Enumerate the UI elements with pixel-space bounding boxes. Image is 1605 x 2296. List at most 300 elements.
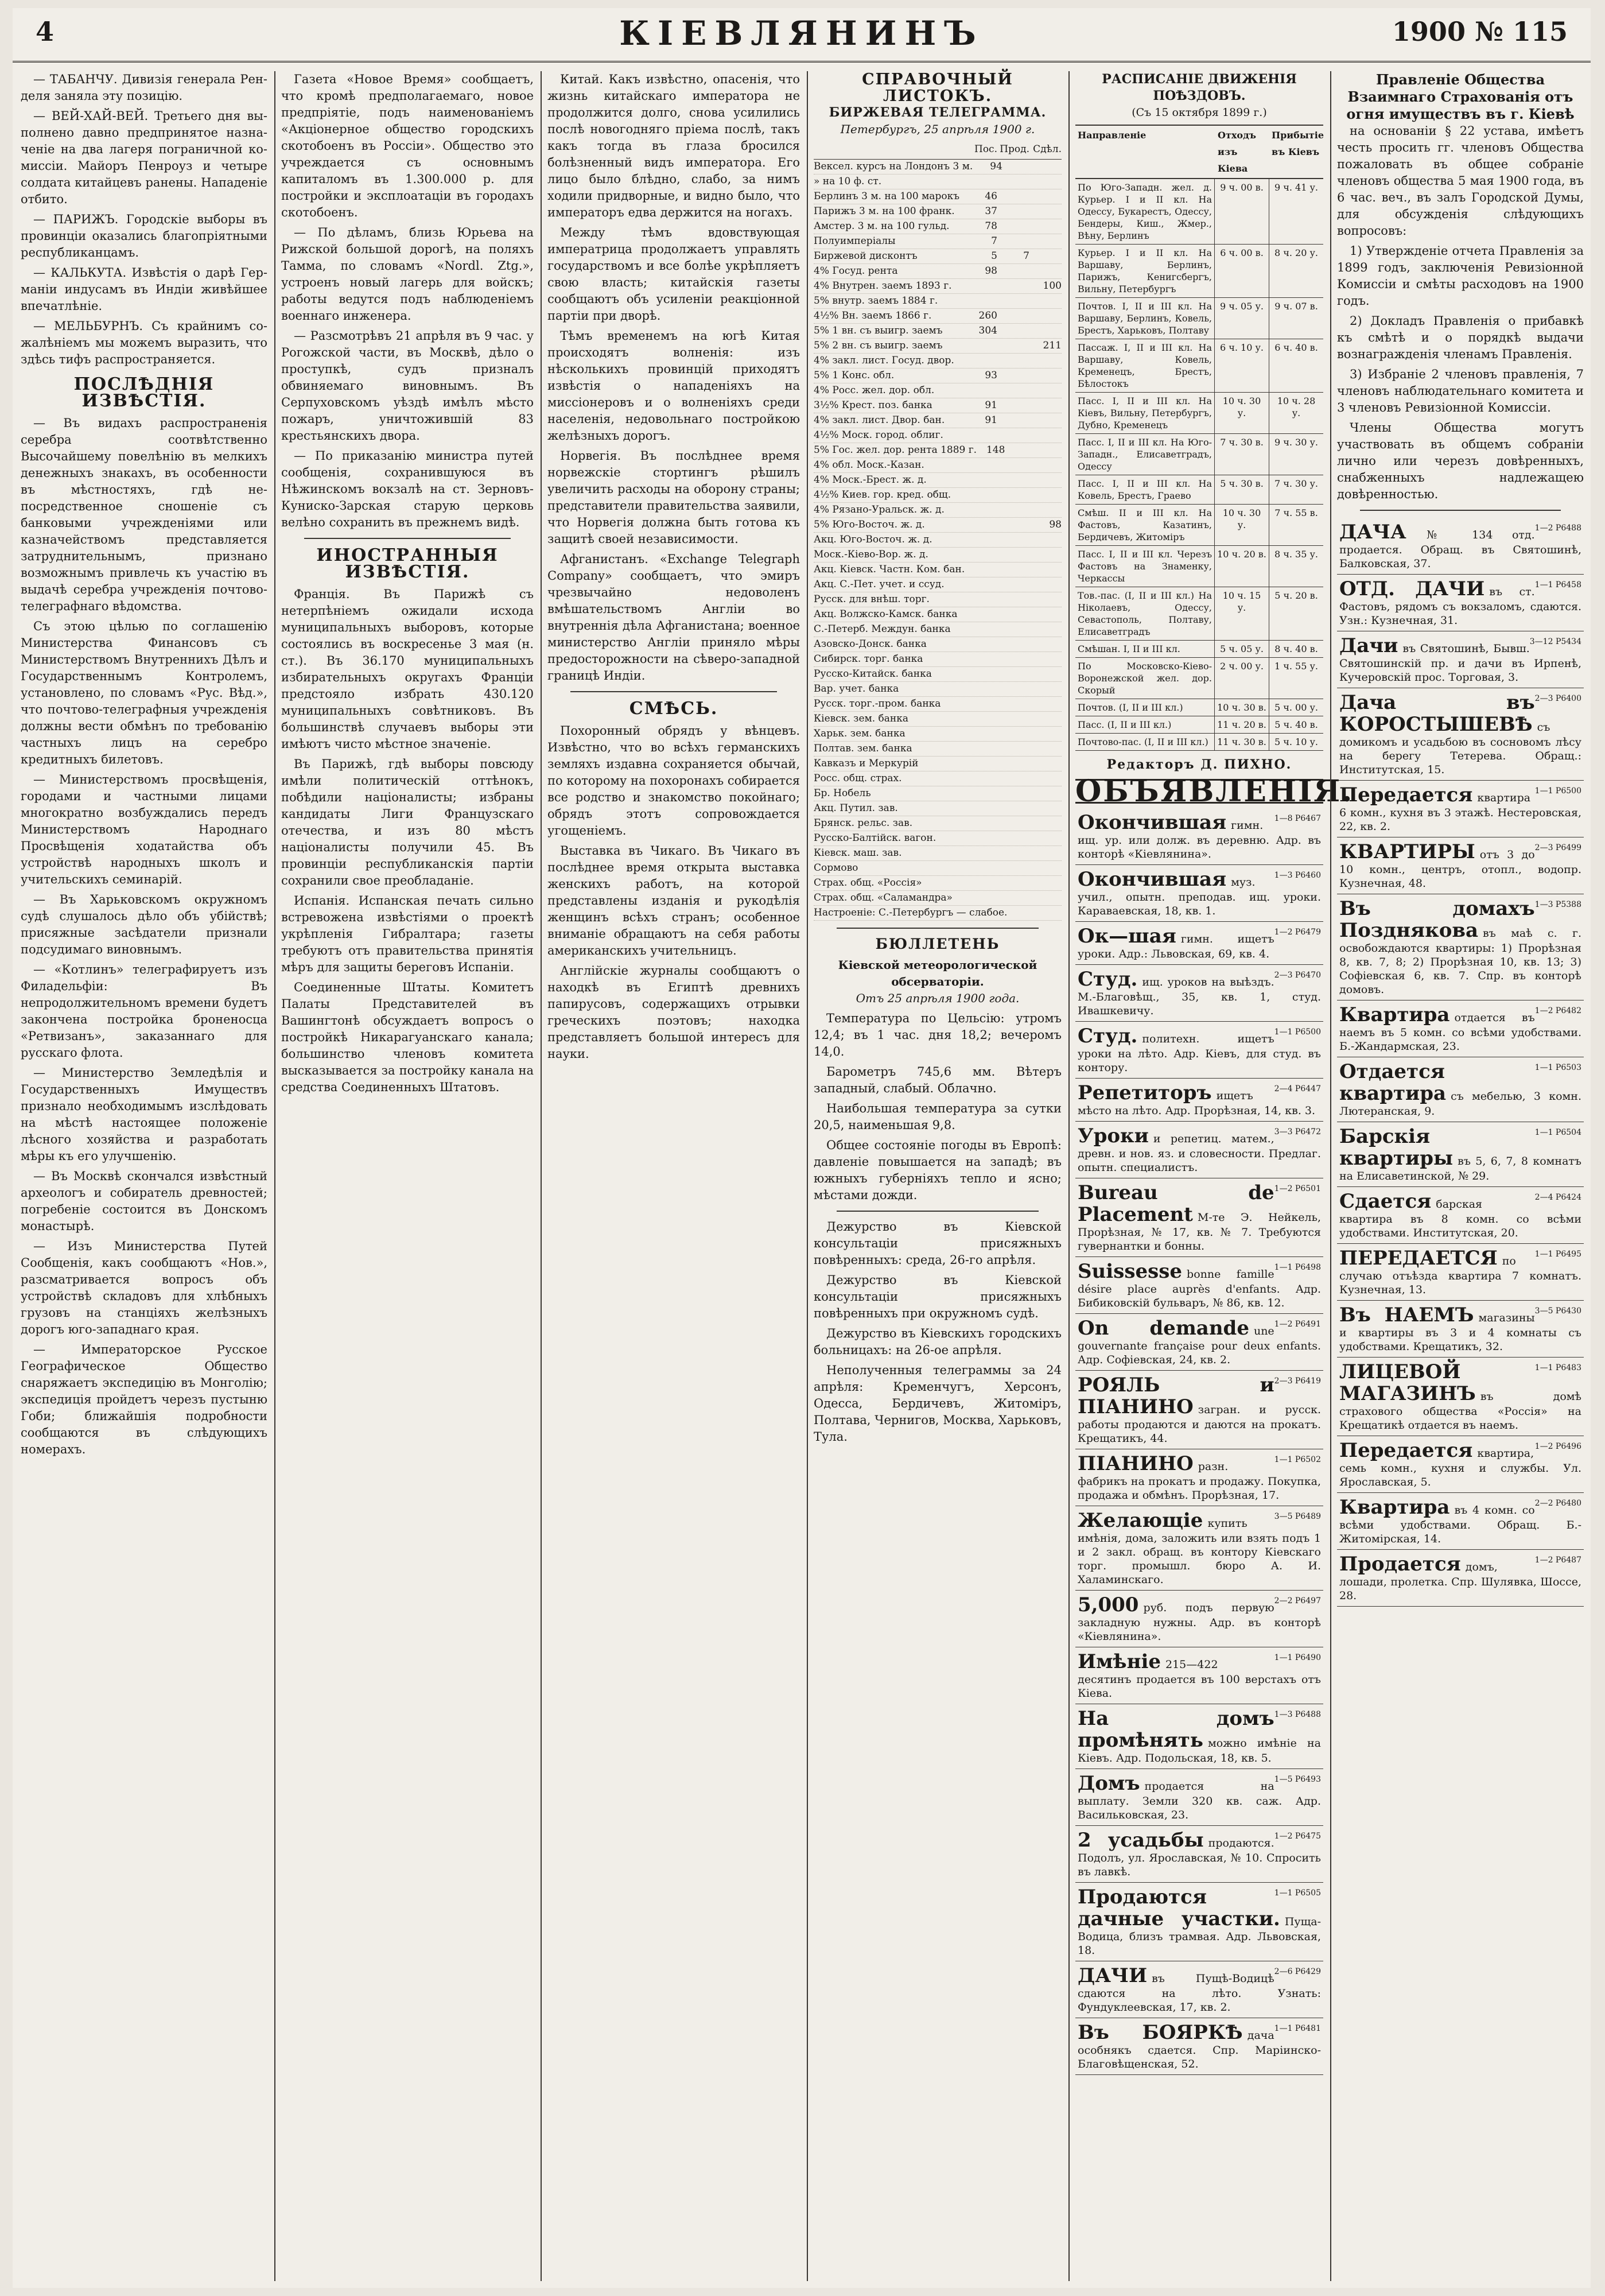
ad-code: 2—2 Р6480 bbox=[1534, 1499, 1581, 1508]
exchange-row bbox=[814, 383, 1062, 398]
security-name: 5% 1 Конс. обл. bbox=[814, 370, 895, 381]
buyer-price: 260 bbox=[978, 310, 997, 321]
buyer-price: 46 bbox=[985, 191, 997, 202]
departure-time: 10 ч. 30 в. bbox=[1215, 699, 1269, 716]
news-paragraph: Съ этою цѣлью по соглашенію Министерства Финансовъ съ Министерствомъ Внутреннихъ Дѣлъ и Государственнымъ Контролемъ, установлено, по словамъ «Рус. Вѣд.», что почтово-телеграфныя учрежденія должны вести обмѣнъ по требованію частныхъ лицъ на серебро кредитныхъ билетовъ. bbox=[21, 619, 267, 766]
ad-text: и репетиц. матем., древн. и нов. яз. и словесности. Предлаг. опытн. специалистъ. bbox=[1078, 1133, 1321, 1174]
security-name: 4% Росс. жел. дор. обл. bbox=[814, 385, 935, 396]
foreign-news-continued bbox=[547, 71, 800, 684]
buyer-price bbox=[965, 488, 997, 502]
buyer-price bbox=[965, 876, 997, 890]
section-divider bbox=[837, 928, 1039, 929]
buyer-price bbox=[965, 771, 997, 786]
seller-price bbox=[997, 234, 1029, 249]
miscellany-paragraph: Англійскіе журналы сообщаютъ о находкѣ въ Египтѣ древнихъ папирусовъ, содержащихъ отрывки греческихъ поэтовъ; находка представляетъ большой интересъ для науки. bbox=[547, 964, 800, 1061]
issue-number: 1900 № 115 bbox=[1392, 16, 1568, 47]
security-name: 4½% Вн. заемъ 1866 г. bbox=[814, 310, 932, 321]
train-route: По Юго-Западн. жел. д. Курьер. I и II кл. На Одессу, Букарестъ, Одессу, Бендеры, Киш., Жмер., Вѣну, Берлинъ bbox=[1075, 179, 1215, 244]
column-rule bbox=[541, 71, 542, 2281]
arrival-time: 1 ч. 55 у. bbox=[1274, 661, 1318, 672]
notice-item: Дежурство въ Кіевской консультаціи присяжныхъ повѣренныхъ при окружномъ судѣ. bbox=[814, 1273, 1062, 1320]
ad-headline: Продаются дачные участки. bbox=[1078, 1886, 1280, 1930]
ad-headline: Окончившая bbox=[1078, 868, 1227, 891]
buyer-price bbox=[965, 757, 997, 771]
seller-price bbox=[997, 786, 1029, 801]
security-name: Сормово bbox=[814, 862, 858, 874]
deal-price bbox=[1029, 563, 1062, 577]
ad-headline: Квартира bbox=[1339, 1496, 1450, 1519]
exchange-date: Петербургъ, 25 апрѣля 1900 г. bbox=[840, 122, 1035, 136]
train-route: Пасс. I, II и III кл. Черезъ Фастовъ на Знаменку, Черкассы bbox=[1075, 546, 1215, 587]
arrival-time: 6 ч. 40 в. bbox=[1274, 342, 1318, 353]
exchange-row bbox=[814, 757, 1062, 771]
security-name: Вексел. курсъ на Лондонъ 3 м. bbox=[814, 161, 973, 172]
bulletin-date: Отъ 25 апрѣля 1900 года. bbox=[856, 991, 1020, 1005]
buyer-price bbox=[965, 518, 997, 532]
header-buyer: Пос. bbox=[974, 144, 997, 155]
seller-price bbox=[997, 264, 1029, 278]
ad-text: Пуща-Водица, близъ трамвая. Адр. Львовская, 18. bbox=[1078, 1915, 1321, 1957]
foreign-news-paragraph: Китай. Какъ извѣстно, опасенія, что жизнь китайскаго императора не продолжится долго, снова усилились послѣ новогодняго пріема послѣ, такъ какъ тогда въ глаза бросился болѣзненный видъ императора. Его лицо было блѣдно, слабо, за нимъ ходили придворные, и видно было, что императоръ едва держится на ногахъ. bbox=[547, 72, 800, 219]
seller-price bbox=[997, 398, 1029, 413]
domestic-news-body bbox=[281, 71, 534, 531]
telegrams-note: Неполученныя телеграммы за 24 апрѣля: Кременчугъ, Херсонъ, Одесса, Бердичевъ, Житоміръ, Полтава, Чернигов, Москва, Харьковъ, Тула. bbox=[814, 1363, 1062, 1444]
buyer-price bbox=[965, 548, 997, 562]
classified-ad bbox=[1337, 688, 1584, 781]
arrival-time: 9 ч. 41 у. bbox=[1274, 182, 1318, 193]
buyer-price bbox=[965, 801, 997, 816]
header-seller: Прод. bbox=[1000, 144, 1029, 155]
ad-headline: Студ. bbox=[1078, 968, 1138, 991]
ad-text: барская квартира въ 8 комн. со всѣми удобствами. Институтская, 20. bbox=[1339, 1198, 1581, 1239]
train-route: Пасс. I, II и III кл. На Ковель, Брестъ, Граево bbox=[1075, 475, 1215, 504]
buyer-price bbox=[965, 428, 997, 443]
exchange-row bbox=[814, 369, 1062, 383]
latest-news-heading: ПОСЛѢДНІЯ ИЗВѢСТІЯ. bbox=[73, 374, 215, 411]
exchange-row bbox=[814, 861, 1062, 876]
foreign-news-body bbox=[281, 586, 534, 1096]
deal-price bbox=[1029, 428, 1062, 443]
seller-price bbox=[997, 622, 1029, 637]
news-paragraph: — Министерство Земледѣлія и Государственныхъ Имуществъ признало необходимымъ изслѣдовать на мѣстѣ настоящее положеніе лѣсного хозяйства и разработать мѣры къ его улучшенію. bbox=[21, 1066, 267, 1163]
buyer-price bbox=[1007, 906, 1025, 920]
seller-price: 7 bbox=[1023, 250, 1029, 262]
departure-time: 10 ч. 30 у. bbox=[1215, 393, 1269, 433]
masthead bbox=[13, 8, 1591, 63]
ad-headline: РОЯЛЬ и ПІАНИНО bbox=[1078, 1374, 1274, 1418]
foreign-news-paragraph: Франція. Въ Парижѣ съ нетерпѣніемъ ожидали исхода муниципальныхъ выборовъ, которые состоялись въ воскресенье 3 мая (н. ст.). Въ 36.170 муниципальныхъ избирательныхъ округахъ Франціи предстояло избрать 430.120 муниципальныхъ совѣтниковъ. Въ большинствѣ случаевъ выборы эти имѣютъ чисто мѣстное значеніе. bbox=[281, 587, 534, 751]
buyer-price: 148 bbox=[986, 444, 1005, 456]
foreign-news-heading: ИНОСТРАННЫЯ ИЗВѢСТІЯ. bbox=[316, 545, 499, 582]
buyer-price bbox=[965, 682, 997, 696]
exchange-row bbox=[814, 876, 1062, 891]
seller-price bbox=[997, 563, 1029, 577]
classified-ad bbox=[1337, 1301, 1584, 1358]
arrival-time: 8 ч. 35 у. bbox=[1274, 549, 1318, 560]
bulletin-subtitle: Кіевской метеорологической обсерваторіи. bbox=[838, 958, 1037, 988]
exchange-row bbox=[814, 533, 1062, 548]
classified-ad bbox=[1075, 1506, 1323, 1591]
classified-ad bbox=[1075, 1647, 1323, 1704]
insurance-notice-body bbox=[1337, 123, 1584, 503]
seller-price bbox=[997, 458, 1029, 472]
security-name: 4% Моск.-Брест. ж. д. bbox=[814, 474, 927, 486]
ad-headline: ДАЧИ bbox=[1078, 1964, 1148, 1987]
departure-time: 5 ч. 05 у. bbox=[1215, 641, 1269, 657]
timetable-row bbox=[1075, 393, 1323, 434]
buyer-price bbox=[965, 279, 997, 293]
security-name: Русско-Китайск. банка bbox=[814, 668, 932, 680]
exchange-row bbox=[814, 503, 1062, 518]
classified-ad bbox=[1075, 865, 1323, 922]
ad-text: квартира, семь комн., кухня и службы. Ул. Ярославская, 5. bbox=[1339, 1447, 1581, 1488]
exchange-row bbox=[814, 816, 1062, 831]
departure-time: 5 ч. 30 в. bbox=[1215, 475, 1269, 504]
bulletin-body bbox=[814, 1010, 1062, 1204]
exchange-row bbox=[814, 294, 1062, 309]
buyer-price bbox=[965, 697, 997, 711]
classified-ad bbox=[1337, 1187, 1584, 1244]
ad-code: 1—1 Р6505 bbox=[1274, 1888, 1321, 1898]
security-name: 4% закл. лист. Двор. бан. bbox=[814, 414, 945, 426]
ad-code: 2—6 Р6429 bbox=[1274, 1967, 1321, 1976]
news-paragraph: — Императорское Русское Географическое Общество снаряжаетъ экспедицію въ Монголію; экспедиція пройдетъ черезъ пустыню Гоби; ближайшія подробности сообщаются въ слѣдующихъ номерахъ. bbox=[21, 1343, 267, 1456]
seller-price bbox=[997, 503, 1029, 517]
deal-price bbox=[1029, 592, 1062, 607]
security-name: 5% 1 вн. съ выигр. заемъ bbox=[814, 325, 943, 336]
arrival-time: 5 ч. 00 у. bbox=[1274, 702, 1318, 713]
ad-code: 3—5 Р6430 bbox=[1534, 1306, 1581, 1316]
ad-text: ищетъ мѣсто на лѣто. Адр. Прорѣзная, 14, кв. 3. bbox=[1078, 1089, 1316, 1117]
ad-code: 1—5 Р6493 bbox=[1274, 1775, 1321, 1784]
exchange-row bbox=[814, 891, 1062, 906]
departure-time: 10 ч. 15 у. bbox=[1215, 587, 1269, 640]
telegram-item: — ВЕЙ-ХАЙ-ВЕЙ. Третьего дня выполнено давно предпринятое назначеніе на два лагеря пограничной комиссіи. Майоръ Пенроуз и четыре солдата китайцевъ ранены. Нападеніе отбито. bbox=[21, 109, 267, 206]
column-rule bbox=[1068, 71, 1070, 2281]
deal-price bbox=[1029, 622, 1062, 637]
ad-text: продаются. Подолъ, ул. Ярославская, № 10. Спросить въ лавкѣ. bbox=[1078, 1837, 1321, 1878]
deal-price bbox=[1029, 637, 1062, 651]
ad-headline: Домъ bbox=[1078, 1772, 1140, 1795]
ad-code: 1—1 Р6483 bbox=[1534, 1363, 1581, 1372]
security-name: Русско-Балтійск. вагон. bbox=[814, 832, 936, 844]
exchange-row bbox=[814, 637, 1062, 652]
ad-headline: Репетиторъ bbox=[1078, 1081, 1212, 1104]
ad-code: 1—2 Р6475 bbox=[1274, 1832, 1321, 1841]
departure-time: 10 ч. 30 у. bbox=[1215, 505, 1269, 545]
ad-headline: Suissesse bbox=[1078, 1260, 1183, 1283]
ad-headline: Уроки bbox=[1078, 1124, 1149, 1147]
miscellany-paragraph: Похоронный обрядъ у вѣнцевъ. Извѣстно, что во всѣхъ германскихъ земляхъ издавна сохраняется обычай, по которому на похоронахъ собирается все родство и знакомство покойнаго; обрядъ этотъ сопровождается угощеніемъ. bbox=[547, 724, 800, 837]
security-name: Русск. для внѣш. торг. bbox=[814, 594, 930, 605]
exchange-row bbox=[814, 339, 1062, 354]
telegram-item: — ТАБАНЧУ. Дивизія генерала Ренделя заняла эту позицію. bbox=[21, 72, 267, 103]
notice-paragraph: 3) Избраніе 2 членовъ правленія, 7 членовъ наблюдательнаго комитета и 3 членовъ Ревизіонной Комиссіи. bbox=[1337, 367, 1584, 414]
ad-code: 1—3 Р6460 bbox=[1274, 871, 1321, 880]
ad-text: политехн. ищетъ уроки на лѣто. Адр. Кіевъ, для студ. въ контору. bbox=[1078, 1033, 1321, 1074]
deal-price bbox=[1029, 369, 1062, 383]
security-name: Бр. Нобель bbox=[814, 788, 871, 799]
security-name: Акц. Путил. зав. bbox=[814, 802, 898, 814]
foreign-news-paragraph: Между тѣмъ вдовствующая императрица продолжаетъ управлять государствомъ и все болѣе укрѣпляетъ свою власть; китайскія газеты сообщаютъ объ усиленіи реакціонной партіи при дворѣ. bbox=[547, 226, 800, 323]
seller-price bbox=[997, 682, 1029, 696]
ad-code: 1—1 Р6503 bbox=[1534, 1063, 1581, 1072]
train-route: По Московско-Кіево-Воронежской жел. дор. Скорый bbox=[1075, 658, 1215, 699]
deal-price bbox=[1029, 249, 1062, 263]
departure-time: 9 ч. 00 в. bbox=[1215, 179, 1269, 244]
classified-ad bbox=[1337, 1244, 1584, 1301]
ad-code: 1—2 Р6482 bbox=[1534, 1006, 1581, 1015]
foreign-news-paragraph: Испанія. Испанская печать сильно встревожена извѣстіями о проектѣ укрѣпленія Гибралтара; газеты требуютъ отъ правительства принятія мѣръ для защиты береговъ Испаніи. bbox=[281, 894, 534, 974]
exchange-row bbox=[814, 592, 1062, 607]
exchange-row bbox=[814, 622, 1062, 637]
train-route: Пасс. (I, II и III кл.) bbox=[1075, 716, 1215, 733]
seller-price bbox=[997, 324, 1029, 338]
foreign-news-paragraph: Афганистанъ. «Exchange Telegraph Company» сообщаетъ, что эмиръ чрезвычайно недоволенъ вмѣшательствомъ Англіи во внутреннія дѣла Афганистана; военное министерство Англіи приняло мѣры предосторожности на сѣверо-западной границѣ Индіи. bbox=[547, 552, 800, 682]
column-rule bbox=[807, 71, 808, 2281]
ad-headline: 5,000 bbox=[1078, 1593, 1139, 1616]
deal-price bbox=[1029, 607, 1062, 622]
ads-list bbox=[1337, 518, 1584, 1607]
deal-price bbox=[1029, 473, 1062, 487]
deal-price bbox=[1029, 219, 1062, 234]
seller-price bbox=[997, 204, 1029, 219]
arrival-time: 5 ч. 10 у. bbox=[1274, 736, 1318, 747]
departure-time: 11 ч. 20 в. bbox=[1215, 716, 1269, 733]
classified-ad bbox=[1075, 1704, 1323, 1769]
ad-code: 2—2 Р6497 bbox=[1274, 1596, 1321, 1605]
ad-code: 2—4 Р6424 bbox=[1534, 1193, 1581, 1202]
exchange-row bbox=[814, 607, 1062, 622]
ad-headline: ПІАНИНО bbox=[1078, 1452, 1194, 1475]
classified-ad bbox=[1337, 1436, 1584, 1493]
timetable-header bbox=[1075, 125, 1323, 179]
classified-ad bbox=[1075, 1079, 1323, 1122]
departure-time: 10 ч. 20 в. bbox=[1215, 546, 1269, 587]
ad-code: 1—1 Р6490 bbox=[1274, 1653, 1321, 1662]
buyer-price bbox=[965, 622, 997, 637]
deal-price bbox=[1029, 816, 1062, 831]
deal-price bbox=[1029, 234, 1062, 249]
classified-ad bbox=[1075, 1826, 1323, 1883]
deal-price bbox=[1029, 667, 1062, 681]
classified-ad bbox=[1075, 808, 1323, 865]
seller-price bbox=[997, 339, 1029, 353]
exchange-row bbox=[814, 279, 1062, 294]
classified-ad bbox=[1337, 518, 1584, 575]
security-name: 4% Внутрен. заемъ 1893 г. bbox=[814, 280, 952, 292]
security-name: Акц. Кіевск. Частн. Ком. бан. bbox=[814, 564, 965, 575]
editor-signature: Редакторъ Д. ПИХНО. bbox=[1106, 757, 1292, 772]
security-name: Акц. Волжско-Камск. банка bbox=[814, 608, 958, 620]
seller-price bbox=[997, 771, 1029, 786]
ad-headline: Отдается квартира bbox=[1339, 1060, 1447, 1105]
security-name: Кіевск. маш. зав. bbox=[814, 847, 902, 859]
ad-headline: Имѣніе bbox=[1078, 1650, 1161, 1673]
exchange-telegram-title: БИРЖЕВАЯ ТЕЛЕГРАММА. bbox=[829, 105, 1047, 120]
deal-price bbox=[1033, 443, 1062, 457]
ad-code: 1—8 Р6467 bbox=[1274, 814, 1321, 823]
security-name: Страх. общ. «Саламандра» bbox=[814, 892, 953, 903]
ad-headline: Въ домахъ Позднякова bbox=[1339, 897, 1535, 942]
buyer-price: 78 bbox=[985, 220, 997, 232]
seller-price bbox=[997, 816, 1029, 831]
seller-price bbox=[997, 354, 1029, 368]
bulletin-line: Наибольшая температура за сутки 20,5, наименьшая 9,8. bbox=[814, 1102, 1062, 1132]
exchange-row bbox=[814, 189, 1062, 204]
ad-headline: На домъ промѣнять bbox=[1078, 1707, 1274, 1752]
security-name: 4% обл. Моск.-Казан. bbox=[814, 459, 924, 471]
deal-price bbox=[1029, 861, 1062, 875]
deal-price bbox=[1029, 771, 1062, 786]
buyer-price: 304 bbox=[978, 325, 997, 336]
security-name: » на 10 ф. ст. bbox=[814, 176, 882, 187]
ad-headline: Желающіе bbox=[1078, 1509, 1203, 1532]
deal-price bbox=[1029, 398, 1062, 413]
deal-price bbox=[1029, 577, 1062, 592]
ad-text: въ 5, 6, 7, 8 комнатъ на Елисаветинской, № 29. bbox=[1339, 1155, 1581, 1182]
classified-ad bbox=[1075, 1314, 1323, 1371]
classified-ad bbox=[1075, 1178, 1323, 1257]
ad-text: въ домѣ страхового общества «Россія» на Крещатикѣ отдается въ наемъ. bbox=[1339, 1390, 1581, 1432]
ad-text: ищ. уроков на выѣздъ. М.-Благовѣщ., 35, кв. 1, студ. Ивашкевичу. bbox=[1078, 976, 1321, 1017]
train-route: Тов.-пас. (I, II и III кл.) На Ніколаевъ, Одессу, Севастополь, Полтаву, Елисаветградъ bbox=[1075, 587, 1215, 640]
security-name: 5% внутр. заемъ 1884 г. bbox=[814, 295, 938, 307]
ad-text: магазины и квартиры въ 3 и 4 комнаты съ удобствами. Крещатикъ, 32. bbox=[1339, 1312, 1581, 1353]
buyer-price bbox=[965, 503, 997, 517]
ads-title: ОБЪЯВЛЕНІЯ. bbox=[1075, 774, 1354, 809]
bulletin-title: БЮЛЛЕТЕНЬ bbox=[875, 936, 1000, 952]
ad-code: 2—3 Р6499 bbox=[1534, 843, 1581, 852]
deal-price: 98 bbox=[1049, 519, 1062, 530]
arrival-time: 8 ч. 40 в. bbox=[1274, 643, 1318, 654]
classified-ad bbox=[1075, 1961, 1323, 2018]
security-name: 5% Гос. жел. дор. рента 1889 г. bbox=[814, 444, 977, 456]
newspaper-page bbox=[13, 8, 1591, 2288]
exchange-row bbox=[814, 667, 1062, 682]
seller-price bbox=[997, 697, 1029, 711]
seller-price bbox=[997, 667, 1029, 681]
ad-code: 1—2 Р6501 bbox=[1274, 1184, 1321, 1193]
ad-code: 1—2 Р6491 bbox=[1274, 1320, 1321, 1329]
column-rule bbox=[1330, 71, 1331, 2281]
foreign-news-paragraph: Норвегія. Въ послѣднее время норвежскіе стортингъ рѣшилъ увеличить расходы на оборону страны; представители правительства заявили, что Норвегія должна быть готова къ защитѣ своей независимости. bbox=[547, 449, 800, 546]
buyer-price: 37 bbox=[985, 205, 997, 217]
exchange-row bbox=[814, 906, 1062, 921]
section-divider bbox=[304, 538, 511, 539]
header-direction: Направленіе bbox=[1078, 130, 1147, 141]
deal-price bbox=[1029, 831, 1062, 846]
deal-price bbox=[1029, 204, 1062, 219]
exchange-row bbox=[814, 488, 1062, 503]
buyer-price bbox=[965, 831, 997, 846]
security-name: Кавказъ и Меркурій bbox=[814, 758, 919, 769]
header-departure: Отходъ изъ Кіева bbox=[1218, 130, 1256, 174]
ad-text: можно имѣніе на Кіевъ. Адр. Подольская, 18, кв. 5. bbox=[1078, 1737, 1321, 1764]
buyer-price bbox=[965, 861, 997, 875]
security-name: Росс. общ. страх. bbox=[814, 773, 902, 784]
train-route: Смѣш. II и III кл. На Фастовъ, Казатинъ, Бердичевъ, Житоміръ bbox=[1075, 505, 1215, 545]
ad-text: домъ, лошади, пролетка. Спр. Шулявка, Шоссе, 28. bbox=[1339, 1561, 1581, 1602]
buyer-price: 93 bbox=[985, 370, 997, 381]
classified-ad bbox=[1075, 922, 1323, 965]
ad-text: загран. и русск. работы продаются и даются на прокатъ. Крещатикъ, 44. bbox=[1078, 1403, 1321, 1445]
deal-price bbox=[1029, 413, 1062, 428]
exchange-row bbox=[814, 801, 1062, 816]
ad-text: гимн. ищ. ур. или долж. въ деревню. Адр. въ конторѣ «Кіевлянина». bbox=[1078, 819, 1321, 860]
exchange-row bbox=[814, 712, 1062, 727]
classified-ad bbox=[1337, 1057, 1584, 1122]
ad-code: 2—3 Р6419 bbox=[1274, 1376, 1321, 1386]
exchange-row bbox=[814, 846, 1062, 861]
ad-headline: Дача въ КОРОСТЫШЕВѢ bbox=[1339, 691, 1535, 736]
seller-price bbox=[997, 309, 1029, 323]
security-name: Берлинъ 3 м. на 100 марокъ bbox=[814, 191, 960, 202]
exchange-row bbox=[814, 727, 1062, 742]
buyer-price bbox=[965, 637, 997, 651]
classified-ad bbox=[1337, 781, 1584, 837]
classified-ad bbox=[1075, 1591, 1323, 1647]
deal-price bbox=[1029, 458, 1062, 472]
timetable-row bbox=[1075, 245, 1323, 298]
seller-price bbox=[997, 831, 1029, 846]
buyer-price bbox=[965, 577, 997, 592]
timetable-title: РАСПИСАНІЕ ДВИЖЕНІЯ ПОѢЗДОВЪ. bbox=[1102, 72, 1297, 103]
timetable bbox=[1075, 179, 1323, 751]
deal-price bbox=[1029, 309, 1062, 323]
ad-text: дача особнякъ сдается. Спр. Маріинско-Благовѣщенская, 52. bbox=[1078, 2029, 1321, 2070]
deal-price bbox=[1029, 264, 1062, 278]
seller-price bbox=[997, 637, 1029, 651]
ad-code: 1—3 Р5388 bbox=[1534, 900, 1581, 909]
train-route: Почтов. I, II и III кл. На Варшаву, Берлинъ, Ковель, Брестъ, Харьковъ, Полтаву bbox=[1075, 298, 1215, 339]
seller-price bbox=[997, 891, 1029, 905]
arrival-time: 10 ч. 28 у. bbox=[1277, 395, 1316, 418]
buyer-price bbox=[965, 786, 997, 801]
deal-price bbox=[1029, 891, 1062, 905]
seller-price bbox=[997, 861, 1029, 875]
classified-ad bbox=[1337, 894, 1584, 1000]
ad-headline: ДАЧА bbox=[1339, 521, 1406, 544]
buyer-price bbox=[965, 727, 997, 741]
newspaper-title: КІЕВЛЯНИНЪ bbox=[619, 14, 984, 53]
classified-ad bbox=[1075, 1257, 1323, 1314]
exchange-row bbox=[814, 548, 1062, 563]
deal-price bbox=[1029, 383, 1062, 398]
exchange-row bbox=[814, 204, 1062, 219]
column-1 bbox=[21, 71, 267, 2281]
classified-ad bbox=[1075, 1883, 1323, 1961]
buyer-price bbox=[965, 339, 997, 353]
reference-sheet-title: СПРАВОЧНЫЙ ЛИСТОКЪ. bbox=[862, 71, 1013, 105]
notice-paragraph: Члены Общества могутъ участвовать въ общемъ собраніи лично или черезъ довѣренныхъ, снабженныхъ надлежащею довѣренностью. bbox=[1337, 421, 1584, 501]
ad-text: въ маѣ с. г. освобождаются квартиры: 1) Прорѣзная 8, кв. 7, 8; 2) Прорѣзная 10, кв. 13; 3) Софіевская 6, кв. 7. Спр. въ конторѣ домовъ. bbox=[1339, 927, 1581, 996]
news-paragraph: — По дѣламъ, близь Юрьева на Рижской большой дорогѣ, на поляхъ Тамма, по словамъ «Nordl. Ztg.», устроенъ новый лагерь для войскъ; работы ведутся подъ наблюденіемъ военнаго инженера. bbox=[281, 226, 534, 323]
classified-ad bbox=[1075, 1022, 1323, 1079]
ad-code: 1—1 Р6458 bbox=[1534, 580, 1581, 589]
buyer-price: 5 bbox=[991, 250, 997, 262]
ad-headline: Дачи bbox=[1339, 634, 1398, 657]
ad-headline: Окончившая bbox=[1078, 811, 1227, 834]
ad-text: съ мебелью, 3 комн. Лютеранская, 9. bbox=[1339, 1090, 1581, 1118]
classified-ad bbox=[1075, 965, 1323, 1022]
security-name: 4% закл. лист. Госуд. двор. bbox=[814, 355, 954, 366]
security-name: 4% Рязано-Уральск. ж. д. bbox=[814, 504, 945, 515]
deal-price bbox=[1029, 652, 1062, 666]
buyer-price bbox=[965, 742, 997, 756]
arrival-time: 9 ч. 07 в. bbox=[1274, 301, 1318, 312]
ad-text: гимн. ищетъ уроки. Адр.: Львовская, 69, кв. 4. bbox=[1078, 933, 1274, 960]
